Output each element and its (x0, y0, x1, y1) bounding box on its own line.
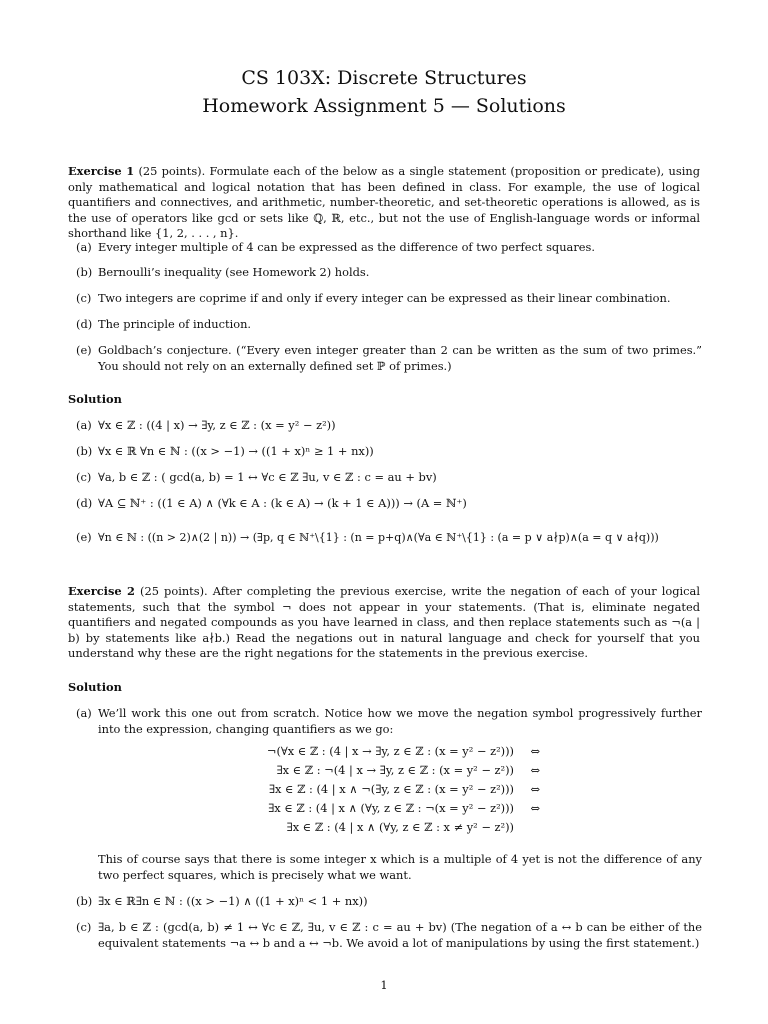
item-label: (a) (76, 706, 92, 720)
exercise-1-item-e (76, 343, 702, 374)
formula: ∀x ∈ ℝ ∀n ∈ ℕ : ((x > −1) → ((1 + x)ⁿ ≥ 1 + nx)) (98, 444, 374, 458)
exercise-2-statement (68, 584, 700, 662)
exercise-2-parts-bc (76, 894, 702, 951)
exercise-2-part-a (76, 706, 702, 737)
item-text: We’ll work this one out from scratch. Notice how we move the negation symbol progressively further into the expression, changing quantifiers as we go: (98, 706, 702, 736)
item-label: (b) (76, 265, 93, 279)
item-label: (c) (76, 470, 92, 484)
derivation-expr: ∃x ∈ ℤ : (4 | x ∧ ¬(∃y, z ∈ ℤ : (x = y² − z²))) (268, 782, 514, 796)
solution-2c (76, 920, 702, 951)
solution-1b (76, 444, 702, 470)
equivalence-symbol: ⇔ (530, 763, 540, 777)
derivation-expr: ∃x ∈ ℤ : (4 | x ∧ (∀y, z ∈ ℤ : ¬(x = y² − z²))) (268, 801, 514, 815)
item-text: Bernoulli’s inequality (see Homework 2) holds. (98, 265, 370, 279)
item-label: (e) (76, 343, 92, 357)
solution-2a-intro (76, 706, 702, 737)
solution-2a-conclusion (98, 852, 702, 883)
derivation-step (240, 761, 540, 780)
exercise-1-body: Formulate each of the below as a single statement (proposition or predicate), using only mathematical and logical notation that has been defined in class. For example, the use of logical quantifiers and connectives, and arithmetic, number-theoretic, and set-theoretic operations is allowed, as is the use of operators like gcd or sets like ℚ, ℝ, etc., but not the use of English-language words or informal shorthand like {1, 2, . . . , n}. (68, 164, 701, 240)
solution-1c (76, 470, 702, 496)
exercise-1-points: (25 points). (138, 164, 206, 178)
item-label: (b) (76, 444, 93, 458)
derivation-expr: ∃x ∈ ℤ : (4 | x ∧ (∀y, z ∈ ℤ : x ≠ y² − z²)) (286, 820, 514, 834)
formula: ∀x ∈ ℤ : ((4 | x) → ∃y, z ∈ ℤ : (x = y² − z²)) (98, 418, 336, 432)
derivation-step (240, 799, 540, 818)
exercise-1-item-d (76, 317, 702, 343)
item-label: (c) (76, 291, 92, 305)
exercise-1-solution-heading: Solution (68, 392, 122, 406)
item-label: (d) (76, 496, 93, 510)
item-label: (a) (76, 418, 92, 432)
solution-1a (76, 418, 702, 444)
item-text: The principle of induction. (98, 317, 252, 331)
derivation-expr: ∃x ∈ ℤ : ¬(4 | x → ∃y, z ∈ ℤ : (x = y² − z²)) (276, 763, 514, 777)
item-label: (c) (76, 920, 92, 934)
formula: ∀a, b ∈ ℤ : ( gcd(a, b) = 1 ↔ ∀c ∈ ℤ ∃u, v ∈ ℤ : c = au + bv) (98, 470, 437, 484)
title-line-2: Homework Assignment 5 — Solutions (202, 95, 566, 117)
title-line-1: CS 103X: Discrete Structures (241, 67, 527, 89)
exercise-1-statement (68, 164, 700, 242)
item-label: (a) (76, 240, 92, 254)
equivalence-symbol: ⇔ (530, 801, 540, 815)
derivation-step (240, 742, 540, 761)
exercise-2-body: After completing the previous exercise, write the negation of each of your logical statements, such that the symbol ¬ does not appear in your statements. (That is, eliminate negated quantifiers and negated compounds as you have learned in class, and then replace statements such as ¬(a | b) by statements like a∤b.) Read the negations out in natural language and check for yourself that you understand why these are the right negations for the statements in the previous exercise. (68, 584, 700, 660)
negation-derivation (240, 742, 540, 837)
document-title (0, 64, 768, 120)
exercise-1-item-c (76, 291, 702, 317)
derivation-step (240, 780, 540, 799)
equivalence-symbol: ⇔ (530, 782, 540, 796)
equivalence-symbol (514, 818, 540, 837)
solution-1e (76, 530, 702, 546)
solution-1d (76, 496, 702, 530)
formula: ∀A ⊆ ℕ⁺ : ((1 ∈ A) ∧ (∀k ∈ A : (k ∈ A) → (k + 1 ∈ A))) → (A = ℕ⁺) (98, 496, 467, 510)
exercise-1-item-b (76, 265, 702, 291)
exercise-2-label: Exercise 2 (68, 584, 135, 598)
formula: ∀n ∈ ℕ : ((n > 2)∧(2 | n)) → (∃p, q ∈ ℕ⁺\{1} : (n = p+q)∧(∀a ∈ ℕ⁺\{1} : (a = p ∨ a∤p)∧(a = q ∨ a∤q))) (98, 531, 659, 544)
equivalence-symbol: ⇔ (530, 744, 540, 758)
solution-2b (76, 894, 702, 920)
derivation-step (240, 818, 540, 837)
exercise-1-solutions (76, 418, 702, 546)
formula: ∃a, b ∈ ℤ : (gcd(a, b) ≠ 1 ↔ ∀c ∈ ℤ, ∃u, v ∈ ℤ : c = au + bv) (The negation of a ↔ b can be either of the equivalent statements ¬a ↔ b and a ↔ ¬b. We avoid a lot of manipulations by using the first statement.) (98, 920, 702, 950)
conclusion-text: This of course says that there is some integer x which is a multiple of 4 yet is not the difference of any two perfect squares, which is precisely what we want. (98, 852, 702, 882)
formula: ∃x ∈ ℝ∃n ∈ ℕ : ((x > −1) ∧ ((1 + x)ⁿ < 1 + nx)) (98, 894, 368, 908)
exercise-1-label: Exercise 1 (68, 164, 135, 178)
exercise-2-points: (25 points). (140, 584, 208, 598)
page-number: 1 (380, 978, 388, 992)
exercise-2-solution-heading: Solution (68, 680, 122, 694)
item-label: (b) (76, 894, 93, 908)
item-text: Goldbach’s conjecture. (“Every even integer greater than 2 can be written as the sum of two primes.” You should not rely on an externally defined set ℙ of primes.) (98, 343, 702, 373)
exercise-1-item-a (76, 240, 702, 265)
item-label: (d) (76, 317, 93, 331)
item-text: Two integers are coprime if and only if every integer can be expressed as their linear combination. (98, 291, 671, 305)
exercise-1-items (76, 240, 702, 374)
derivation-expr: ¬(∀x ∈ ℤ : (4 | x → ∃y, z ∈ ℤ : (x = y² − z²))) (266, 744, 514, 758)
item-label: (e) (76, 530, 92, 544)
item-text: Every integer multiple of 4 can be expressed as the difference of two perfect squares. (98, 240, 596, 254)
